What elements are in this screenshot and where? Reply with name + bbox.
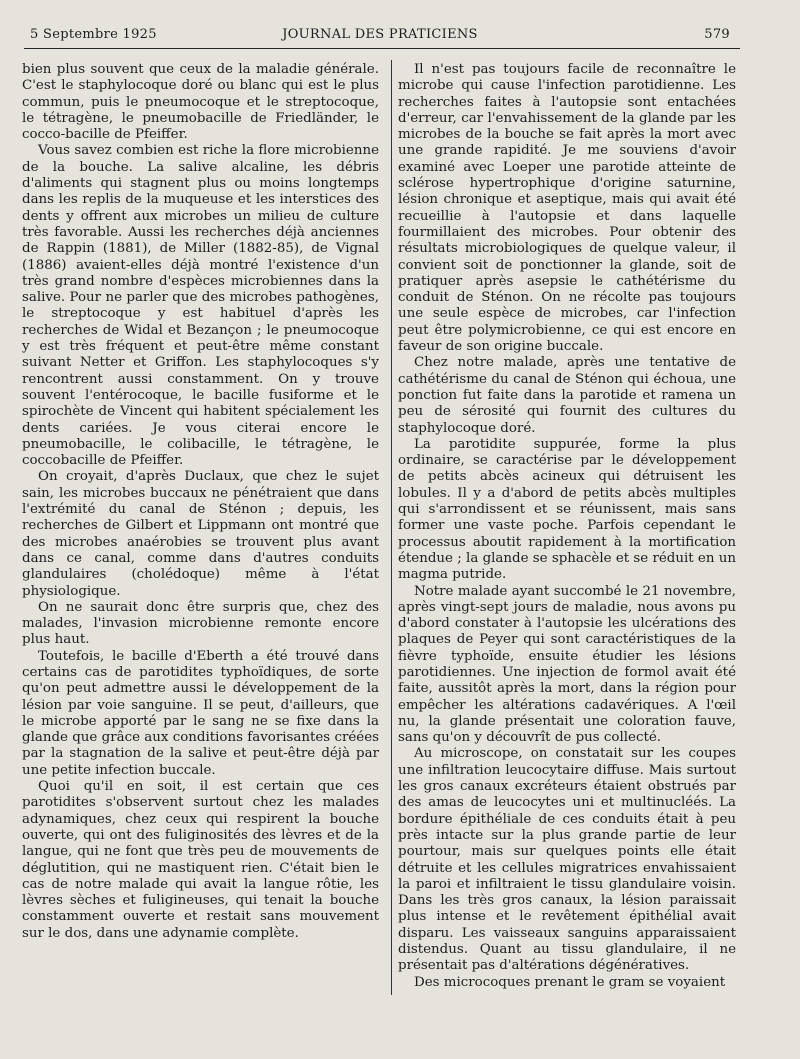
paragraph: Toutefois, le bacille d'Eberth a été trouvé dans certains cas de parotidites typhoïdiques, de sorte qu'on peut admettre aussi le développement de la lésion par voie sanguine. Il se peut, d'ailleurs, que le microbe apporté par le sang ne se fixe dans la glande que grâce aux conditions favorisantes créées par la stagnation de la salive et peut-être déjà par une petite infection buccale. bbox=[22, 648, 379, 778]
paragraph: Des microcoques prenant le gram se voyaient bbox=[414, 974, 726, 990]
paragraph: Notre malade ayant succombé le 21 novembre, après vingt-sept jours de maladie, nous avons pu d'abord constater à l'autopsie les ulcérations des plaques de Peyer qui sont caractéristiques de la fièvre typhoïde, ensuite étudier les lésions parotidiennes. Une injection de formol avait été faite, aussitôt après la mort, dans la région pour empêcher les altérations cadavériques. A l'œil nu, la glande présentait une coloration fauve, sans qu'on y découvrît de pus collecté. bbox=[398, 583, 736, 746]
paragraph: Il n'est pas toujours facile de reconnaître le microbe qui cause l'infection parotidienne. Les recherches faites à l'autopsie sont entachées d'erreur, car l'envahissement de la glande par les microbes de la bouche se fait après la mort avec une grande rapidité. Je me souviens d'avoir examiné avec Loeper une parotide atteinte de sclérose hypertrophique d'origine saturnine, lésion chronique et aseptique, mais qui avait été recueillie à l'autopsie et dans laquelle fourmillaient des microbes. Pour obtenir des résultats microbiologiques de quelque valeur, il convient soit de ponctionner la glande, soit de pratiquer après asepsie le cathétérisme du conduit de Sténon. On ne récolte pas toujours une seule espèce de microbes, car l'infection peut être polymicrobienne, ce qui est encore en faveur de son origine buccale. bbox=[398, 62, 736, 355]
paragraph: Chez notre malade, après une tentative de cathétérisme du canal de Sténon qui échoua, une ponction fut faite dans la parotide et ramena un peu de sérosité qui fournit des cultures du staphylocoque doré. bbox=[398, 355, 736, 436]
column-divider bbox=[391, 60, 392, 995]
header-rule bbox=[24, 48, 740, 49]
left-column bbox=[22, 62, 379, 942]
header-date: 5 Septembre 1925 bbox=[30, 27, 157, 42]
header-journal-title: JOURNAL DES PRATICIENS bbox=[282, 27, 478, 42]
paragraph: bien plus souvent que ceux de la maladie générale. C'est le staphylocoque doré ou blanc qui est le plus commun, puis le pneumocoque et le streptocoque, le tétragène, le pneumobacille de Friedländer, le cocco-bacille de Pfeiffer. bbox=[22, 62, 379, 143]
paragraph: On ne saurait donc être surpris que, chez des malades, l'invasion microbienne remonte encore plus haut. bbox=[22, 599, 379, 648]
header-page-number: 579 bbox=[704, 27, 730, 42]
right-column bbox=[398, 62, 736, 991]
paragraph: La parotidite suppurée, forme la plus ordinaire, se caractérise par le développement de petits abcès acineux qui détruisent les lobules. Il y a d'abord de petits abcès multiples qui s'arrondissent et se réunissent, mais sans former une vaste poche. Parfois cependant le processus aboutit rapidement à la mortification étendue ; la glande se sphacèle et se réduit en un magma putride. bbox=[398, 436, 736, 583]
paragraph: Vous savez combien est riche la flore microbienne de la bouche. La salive alcaline, les débris d'aliments qui stagnent plus ou moins longtemps dans les replis de la muqueuse et les interstices des dents y offrent aux microbes un milieu de culture très favorable. Aussi les recherches déjà anciennes de Rappin (1881), de Miller (1882-85), de Vignal (1886) avaient-elles déjà montré l'existence d'un très grand nombre d'espèces microbiennes dans la salive. Pour ne parler que des microbes pathogènes, le streptocoque y est habituel d'après les recherches de Widal et Bezançon ; le pneumocoque y est très fréquent et peut-être même constant suivant Netter et Griffon. Les staphylocoques s'y rencontrent aussi constamment. On y trouve souvent l'entérocoque, le bacille fusiforme et le spirochète de Vincent qui habitent spécialement les dents cariées. Je vous citerai encore le pneumobacille, le colibacille, le tétragène, le coccobacille de Pfeiffer. bbox=[22, 143, 379, 469]
page-header bbox=[30, 27, 730, 49]
paragraph: Quoi qu'il en soit, il est certain que ces parotidites s'observent surtout chez les malades adynamiques, chez ceux qui respirent la bouche ouverte, qui ont des fuliginosités des lèvres et de la langue, qui ne font que très peu de mouvements de déglutition, qui ne mastiquent rien. C'était bien le cas de notre malade qui avait la langue rôtie, les lèvres sèches et fuligineuses, qui tenait la bouche constamment ouverte et restait sans mouvement sur le dos, dans une adynamie complète. bbox=[22, 779, 379, 941]
paragraph: Au microscope, on constatait sur les coupes une infiltration leucocytaire diffuse. Mais surtout les gros canaux excréteurs étaient obstrués par des amas de leucocytes uni et multinucléés. La bordure épithéliale de ces conduits était à peu près intacte sur la plus grande partie de leur pourtour, mais sur quelques points elle était détruite et les cellules migratrices envahissaient la paroi et infiltraient le tissu glandulaire voisin. Dans les très gros canaux, la lésion paraissait plus intense et le revêtement épithélial avait disparu. Les vaisseaux sanguins apparaissaient distendus. Quant au tissu glandulaire, il ne présentait pas d'altérations dégénératives. bbox=[398, 746, 736, 974]
paragraph: On croyait, d'après Duclaux, que chez le sujet sain, les microbes buccaux ne pénétraient que dans l'extrémité du canal de Sténon ; depuis, les recherches de Gilbert et Lippmann ont montré que des microbes anaérobies se trouvent plus avant dans ce canal, comme dans d'autres conduits glandulaires (cholédoque) même à l'état physiologique. bbox=[22, 469, 379, 599]
